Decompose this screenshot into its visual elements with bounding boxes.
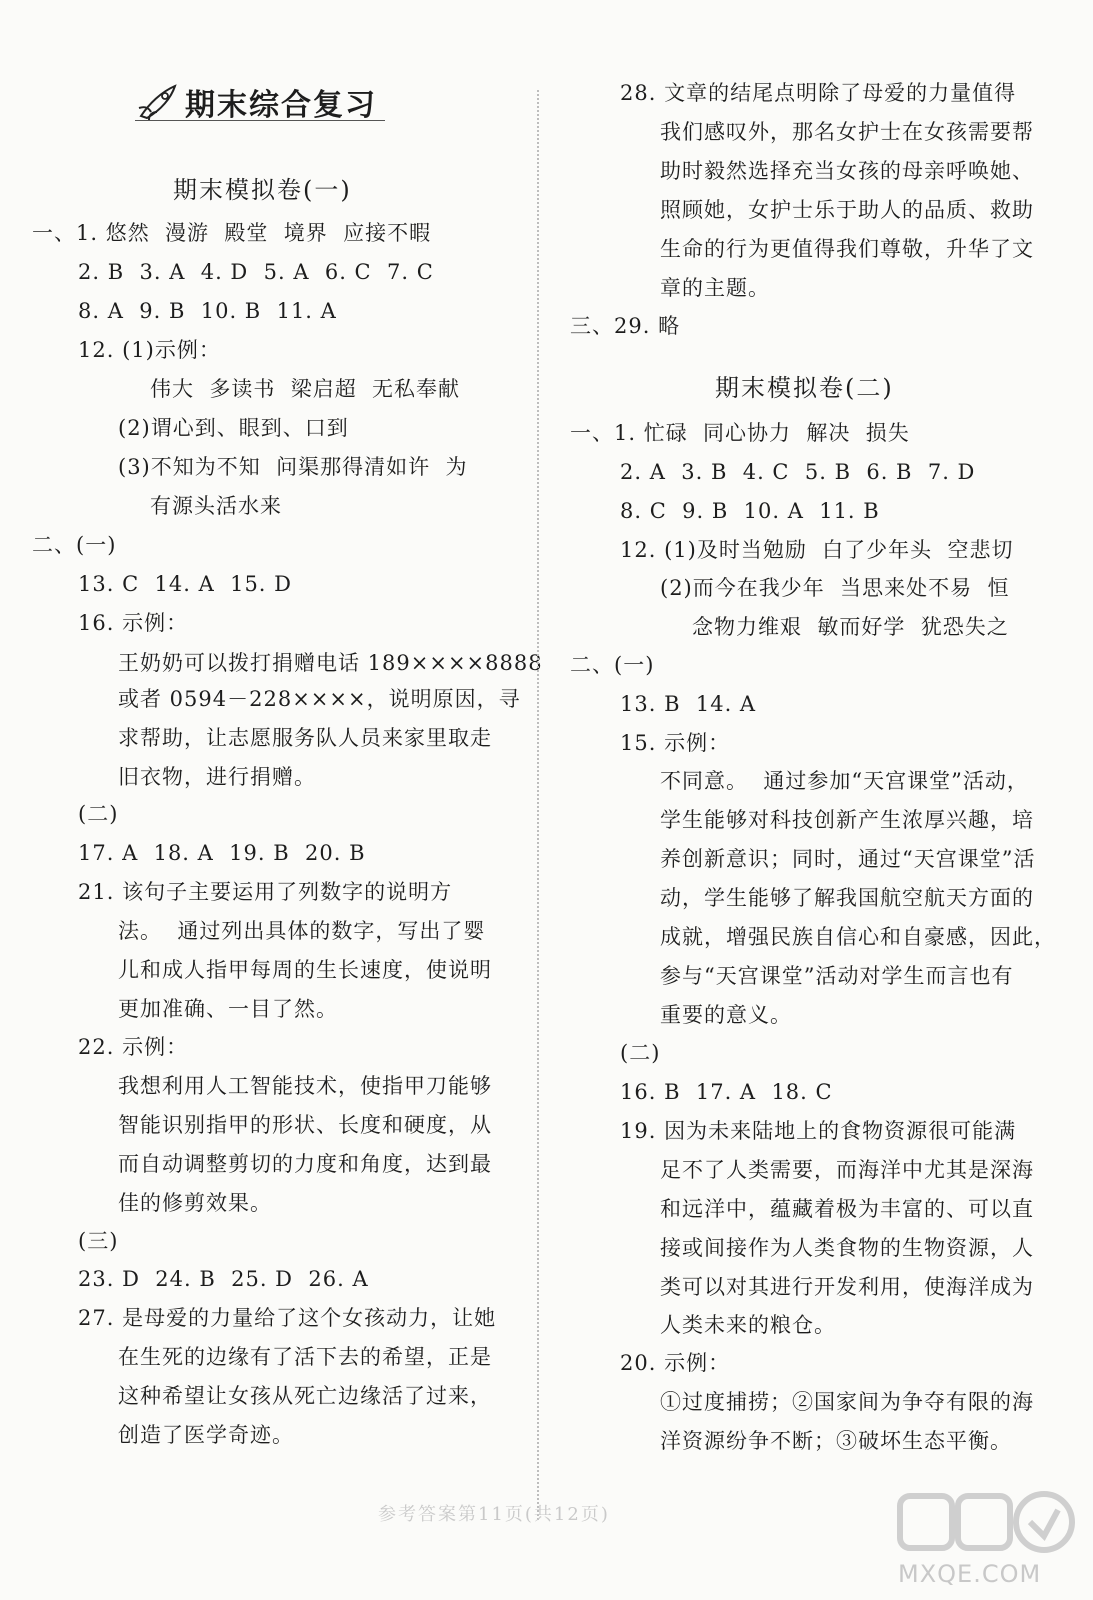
answer-line: 伟大 多读书 梁启超 无私奉献 [150,377,461,401]
watermark-text: MXQE.COM [898,1560,1042,1588]
answer-line: 成就，增强民族自信心和自豪感，因此， [660,925,1056,949]
answer-line: 不同意。 通过参加“天宫课堂”活动， [660,769,1029,793]
answer-line: 儿和成人指甲每周的生长速度，使说明 [118,958,492,982]
answer-line: 参与“天宫课堂”活动对学生而言也有 [660,964,1014,988]
answer-line: 22. 示例： [78,1035,189,1059]
answer-line: 章的主题。 [660,276,770,300]
answer-line: 15. 示例： [620,731,731,755]
answer-line: 类可以对其进行开发利用，使海洋成为 [660,1275,1034,1299]
answer-line: 17. A 18. A 19. B 20. B [78,841,366,865]
answer-line: 接或间接作为人类食物的生物资源，人 [660,1236,1034,1260]
answer-line: 或者 0594－228××××，说明原因，寻 [118,687,521,711]
answer-line: 更加准确、一目了然。 [118,997,338,1021]
answer-line: 学生能够对科技创新产生浓厚兴趣，培 [660,808,1034,832]
answer-line: 一、1. 忙碌 同心协力 解决 损失 [570,421,910,445]
answer-line: 照顾她，女护士乐于助人的品质、救助 [660,198,1034,222]
answer-line: 而自动调整剪切的力度和角度，达到最 [118,1152,492,1176]
watermark-logo [880,1488,1080,1598]
rocket-icon [135,82,181,122]
answer-line: (2)而今在我少年 当思来处不易 恒 [660,576,1010,600]
answer-line: 13. C 14. A 15. D [78,572,292,596]
answer-line: 在生死的边缘有了活下去的希望，正是 [118,1345,492,1369]
answer-line: 王奶奶可以拨打捐赠电话 189××××8888 [118,651,543,675]
answer-line: (三) [78,1229,119,1253]
section-title: 期末综合复习 [185,88,377,123]
answer-line: (二) [620,1041,661,1065]
answer-line: 二、(一) [32,533,117,557]
answer-line: 23. D 24. B 25. D 26. A [78,1267,369,1291]
answer-line: 27. 是母爱的力量给了这个女孩动力，让她 [78,1306,497,1330]
answer-line: 19. 因为未来陆地上的食物资源很可能满 [620,1119,1017,1143]
answer-line: 智能识别指甲的形状、长度和硬度，从 [118,1113,492,1137]
answer-line: 助时毅然选择充当女孩的母亲呼唤她、 [660,159,1034,183]
answer-line: 21. 该句子主要运用了列数字的说明方 [78,880,453,904]
answer-line: 12. (1)及时当勉励 白了少年头 空悲切 [620,538,1014,562]
answer-line: 我想利用人工智能技术，使指甲刀能够 [118,1074,492,1098]
answer-line: 求帮助，让志愿服务队人员来家里取走 [118,726,492,750]
answer-line: 动，学生能够了解我国航空航天方面的 [660,886,1034,910]
answer-line: 一、1. 悠然 漫游 殿堂 境界 应接不暇 [32,221,432,245]
answer-line: (二) [78,802,119,826]
answer-line: 20. 示例： [620,1351,731,1375]
watermark-icon [880,1488,1080,1560]
answer-line: 二、(一) [570,653,655,677]
answer-line: 洋资源纷争不断；③破坏生态平衡。 [660,1429,1012,1453]
page-footer: 参考答案第11页(共12页) [378,1504,610,1525]
answer-line: 创造了医学奇迹。 [118,1423,294,1447]
answer-line: 8. C 9. B 10. A 11. B [620,499,880,523]
answer-line: 三、29. 略 [570,314,681,338]
title-underline [135,120,385,121]
answer-line: 2. A 3. B 4. C 5. B 6. B 7. D [620,460,976,484]
answer-line: 这种希望让女孩从死亡边缘活了过来， [118,1384,492,1408]
answer-line: 8. A 9. B 10. B 11. A [78,299,337,323]
answer-line: 养创新意识；同时，通过“天宫课堂”活 [660,847,1036,871]
answer-line: 生命的行为更值得我们尊敬，升华了文 [660,237,1034,261]
answer-line: 佳的修剪效果。 [118,1191,272,1215]
answer-line: 法。 通过列出具体的数字，写出了婴 [118,919,486,943]
answer-line: 13. B 14. A [620,692,757,716]
answer-line: 旧衣物，进行捐赠。 [118,765,316,789]
answer-line: 16. 示例： [78,611,189,635]
answer-line: 12. (1)示例： [78,338,221,362]
answer-line: 2. B 3. A 4. D 5. A 6. C 7. C [78,260,434,284]
answer-line: 重要的意义。 [660,1003,792,1027]
answer-line: (2)谓心到、眼到、口到 [118,416,349,440]
answer-line: 人类未来的粮仓。 [660,1313,836,1337]
answer-line: 和远洋中，蕴藏着极为丰富的、可以直 [660,1197,1034,1221]
section-header [135,78,385,126]
column-divider [537,90,539,1520]
answer-line: ①过度捕捞；②国家间为争夺有限的海 [660,1390,1034,1414]
answer-line: 28. 文章的结尾点明除了母爱的力量值得 [620,81,1017,105]
answer-line: (3)不知为不知 问渠那得清如许 为 [118,455,468,479]
answer-line: 有源头活水来 [150,494,282,518]
answer-line: 16. B 17. A 18. C [620,1080,833,1104]
answer-line: 念物力维艰 敏而好学 犹恐失之 [692,615,1009,639]
answer-line: 我们感叹外，那名女护士在女孩需要帮 [660,120,1034,144]
exam-title-1: 期末模拟卷(一) [173,176,352,204]
exam-title-2: 期末模拟卷(二) [715,374,894,402]
answer-line: 足不了人类需要，而海洋中尤其是深海 [660,1158,1034,1182]
